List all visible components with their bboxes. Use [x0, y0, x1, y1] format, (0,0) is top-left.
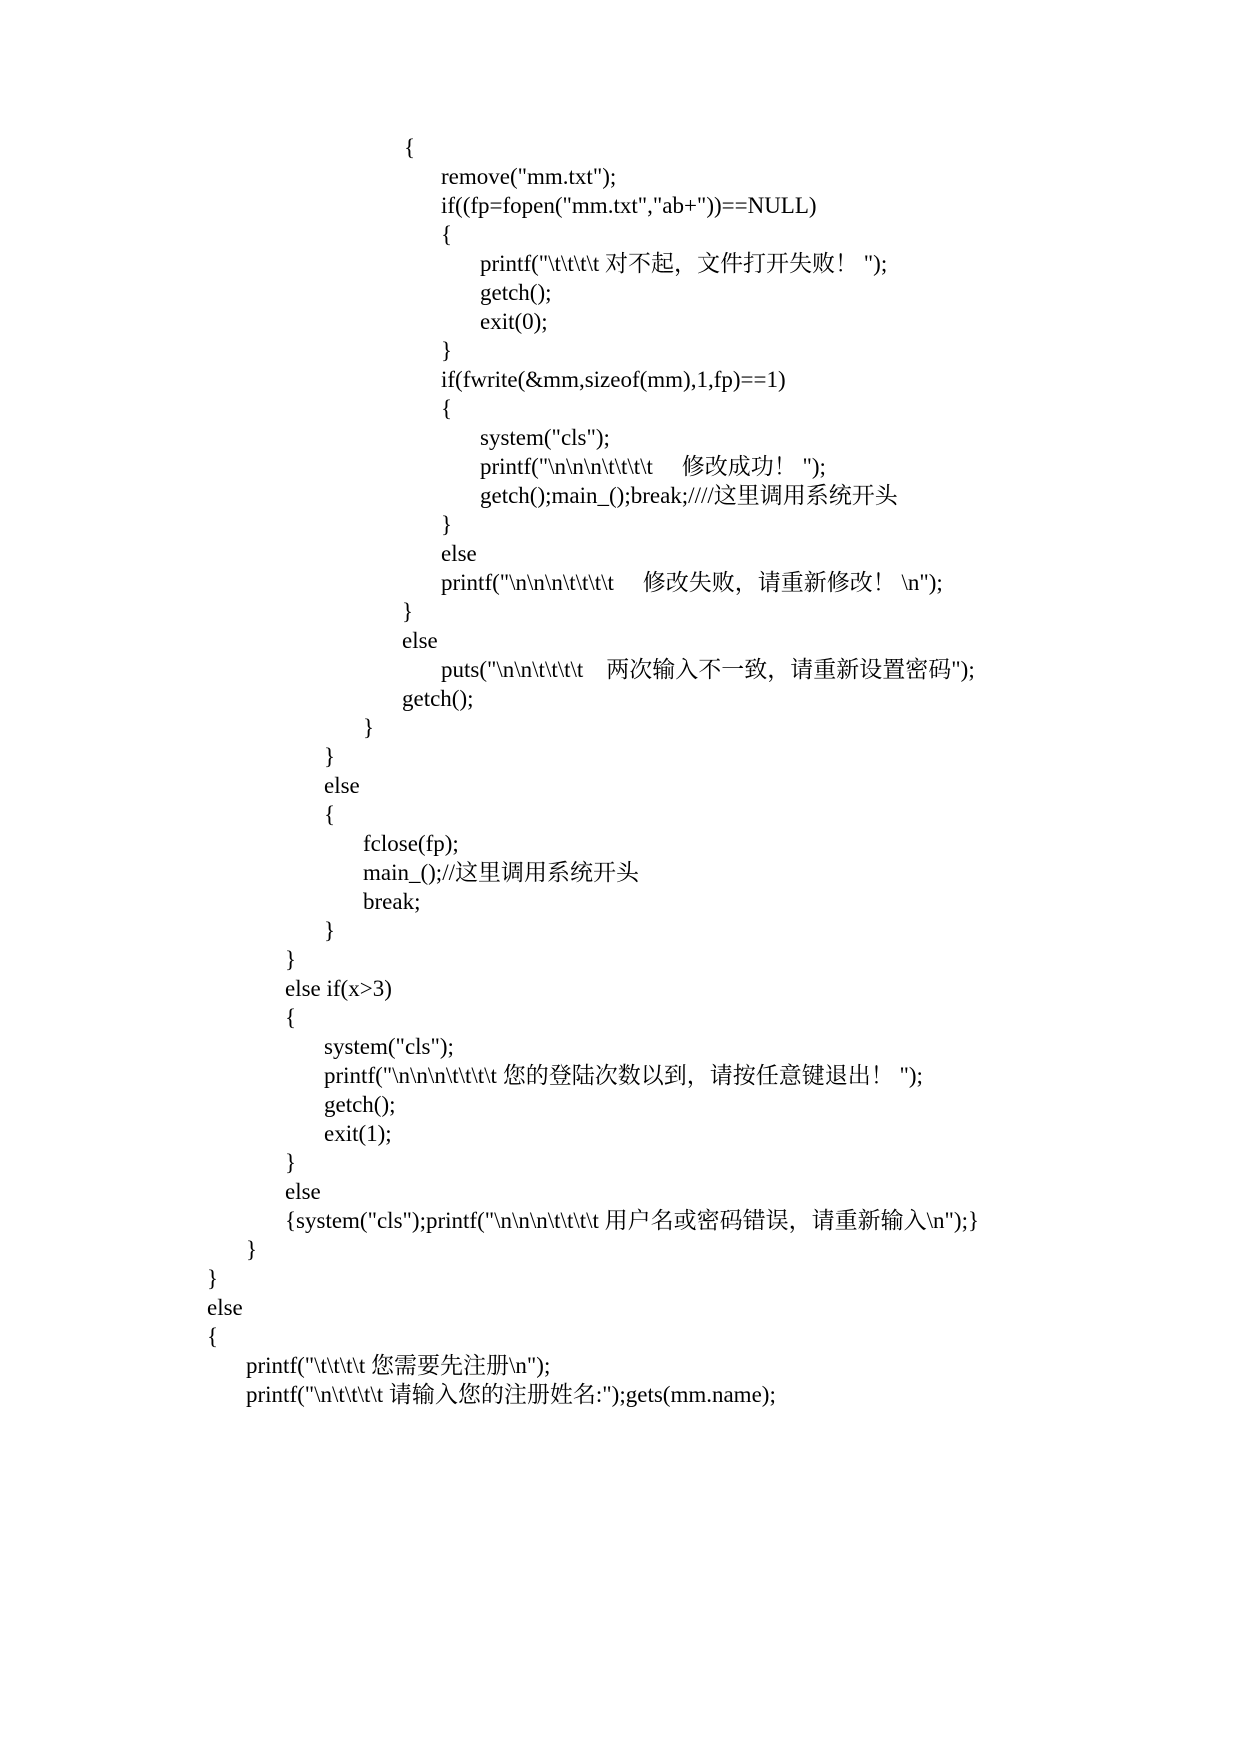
code-line: remove("mm.txt");: [441, 164, 617, 189]
code-line: else: [441, 541, 477, 566]
code-line: printf("\n\n\n\t\t\t\t 修改失败，请重新修改！ \n");: [441, 570, 943, 595]
code-line: }: [324, 918, 336, 943]
code-line: main_();//这里调用系统开头: [363, 860, 639, 885]
code-line: printf("\n\n\n\t\t\t\t 您的登陆次数以到，请按任意键退出！ ");: [324, 1063, 923, 1088]
code-line: {: [441, 396, 453, 421]
code-line: break;: [363, 889, 421, 914]
code-line: {system("cls");printf("\n\n\n\t\t\t\t 用户名或密码错误，请重新输入\n");}: [285, 1208, 980, 1233]
code-line: printf("\t\t\t\t 您需要先注册\n");: [246, 1353, 551, 1378]
code-line: getch();main_();break;////这里调用系统开头: [480, 483, 898, 508]
code-line: }: [246, 1237, 258, 1262]
code-line: if((fp=fopen("mm.txt","ab+"))==NULL): [441, 193, 817, 218]
code-line: }: [363, 715, 375, 740]
code-line: system("cls");: [324, 1034, 454, 1059]
code-line: getch();: [480, 280, 552, 305]
code-line: {: [441, 222, 453, 247]
code-line: printf("\n\t\t\t\t 请输入您的注册姓名:");gets(mm.name);: [246, 1382, 776, 1407]
code-line: if(fwrite(&mm,sizeof(mm),1,fp)==1): [441, 367, 786, 392]
code-line: system("cls");: [480, 425, 610, 450]
code-line: {: [324, 802, 336, 827]
code-line: }: [285, 947, 297, 972]
code-line: }: [207, 1266, 219, 1291]
code-line: fclose(fp);: [363, 831, 459, 856]
code-line: else: [402, 628, 438, 653]
code-line: getch();: [402, 686, 474, 711]
code-line: }: [441, 338, 453, 363]
code-line: {: [285, 1005, 297, 1030]
code-line: {: [207, 1324, 219, 1349]
code-line: else: [207, 1295, 243, 1320]
code-line: exit(1);: [324, 1121, 392, 1146]
code-line: }: [285, 1150, 297, 1175]
code-line: puts("\n\n\t\t\t\t 两次输入不一致，请重新设置密码");: [441, 657, 975, 682]
code-line: getch();: [324, 1092, 396, 1117]
code-line: }: [324, 744, 336, 769]
code-line: printf("\t\t\t\t 对不起，文件打开失败！ ");: [480, 251, 888, 276]
code-line: else: [285, 1179, 321, 1204]
code-line: }: [441, 512, 453, 537]
code-line: {: [404, 135, 416, 160]
code-line: exit(0);: [480, 309, 548, 334]
code-line: else if(x>3): [285, 976, 392, 1001]
code-line: else: [324, 773, 360, 798]
code-line: }: [402, 599, 414, 624]
code-line: printf("\n\n\n\t\t\t\t 修改成功！ ");: [480, 454, 826, 479]
